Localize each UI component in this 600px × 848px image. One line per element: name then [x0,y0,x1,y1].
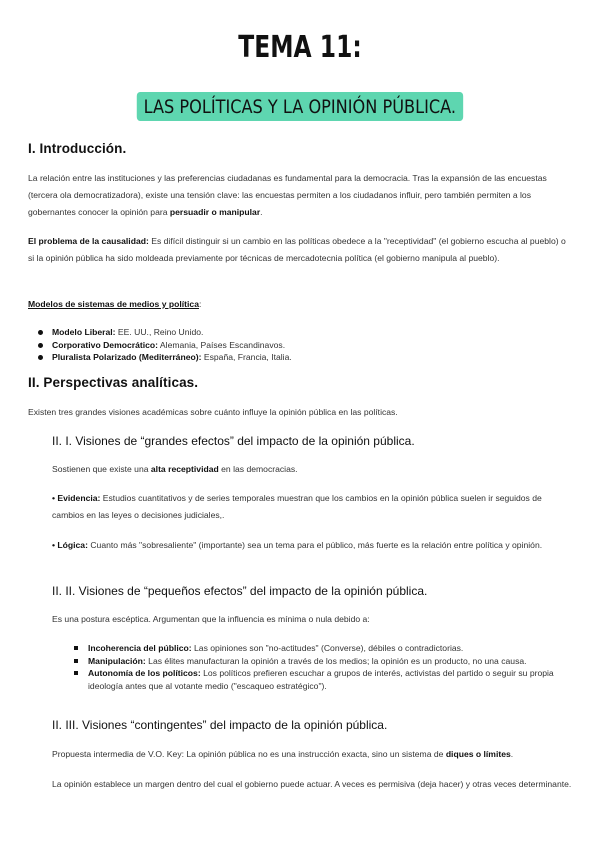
models-list [38,326,568,364]
list-item: Modelo Liberal: EE. UU., Reino Unido. [38,326,568,339]
page-title: TEMA 11: [238,30,362,65]
models-heading: Modelos de sistemas de medios y política: [28,299,202,309]
causality-paragraph: El problema de la causalidad: Es difícil distinguir si un cambio en las políticas obedece a la "receptividad" (el gobierno escucha al pueblo) o si la opinión pública ha sido moldeada previamente por técnicas de mercadotecnia política (el gobierno manipula al pueblo). [28,236,566,263]
causality-label: El problema de la causalidad: [28,236,149,246]
list-item: Autonomía de los políticos: Los políticos prefieren escuchar a grupos de interés, activistas del partido o seguir su propia ideología antes que al votante medio ("escaqueo estratégico"). [74,667,574,692]
list-item: Manipulación: Las élites manufacturan la opinión a través de los medios; la opinión es un producto, no una causa. [74,655,574,668]
bullet-icon [74,646,78,650]
bullet-icon [38,355,43,360]
pequenos-efectos-list [74,642,574,692]
bullet-icon [74,659,78,663]
bullet-icon [74,671,78,675]
contingentes-paragraph-2: La opinión establece un margen dentro del cual el gobierno puede actuar. A veces es permisiva (deja hacer) y otras veces determinante. [52,779,572,789]
perspectives-intro: Existen tres grandes visiones académicas sobre cuánto influye la opinión pública en las políticas. [28,407,398,417]
section-heading-perspectivas: II. Perspectivas analíticas. [28,375,199,390]
evidencia-paragraph: • Evidencia: Estudios cuantitativos y de series temporales muestran que los cambios en la opinión pública suelen ir seguidos de cambios en las leyes o decisiones judiciales,. [52,493,542,520]
section-heading-introduccion: I. Introducción. [28,141,127,156]
bullet-icon [38,330,43,335]
bullet-icon [38,343,43,348]
contingentes-paragraph-1: Propuesta intermedia de V.O. Key: La opinión pública no es una instrucción exacta, sino un sistema de diques o límites. [52,749,514,759]
list-item: Corporativo Democrático: Alemania, Países Escandinavos. [38,339,568,352]
pequenos-efectos-intro: Es una postura escéptica. Argumentan que la influencia es mínima o nula debido a: [52,614,370,624]
page-subtitle: LAS POLÍTICAS Y LA OPINIÓN PÚBLICA. [137,92,463,121]
subtitle-wrapper [0,92,600,121]
list-item: Incoherencia del público: Las opiniones son "no-actitudes" (Converse), débiles o contradictorias. [74,642,574,655]
grandes-efectos-paragraph: Sostienen que existe una alta receptividad en las democracias. [52,464,298,474]
subsection-heading-grandes-efectos: II. I. Visiones de “grandes efectos” del impacto de la opinión pública. [52,434,415,448]
intro-paragraph: La relación entre las instituciones y las preferencias ciudadanas es fundamental para la democracia. Tras la expansión de las encuestas (tercera ola democratizadora), existe una tensión clave: las encuestas permiten a los ciudadanos influir, pero también permiten a los gobernantes conocer la opinión para persuadir o manipular. [28,173,547,217]
subsection-heading-pequenos-efectos: II. II. Visiones de “pequeños efectos” del impacto de la opinión pública. [52,584,428,598]
list-item: Pluralista Polarizado (Mediterráneo): España, Francia, Italia. [38,351,568,364]
subsection-heading-contingentes: II. III. Visiones “contingentes” del impacto de la opinión pública. [52,718,388,732]
logica-paragraph: • Lógica: Cuanto más "sobresaliente" (importante) sea un tema para el público, más fuerte es la relación entre política y opinión. [52,540,543,550]
